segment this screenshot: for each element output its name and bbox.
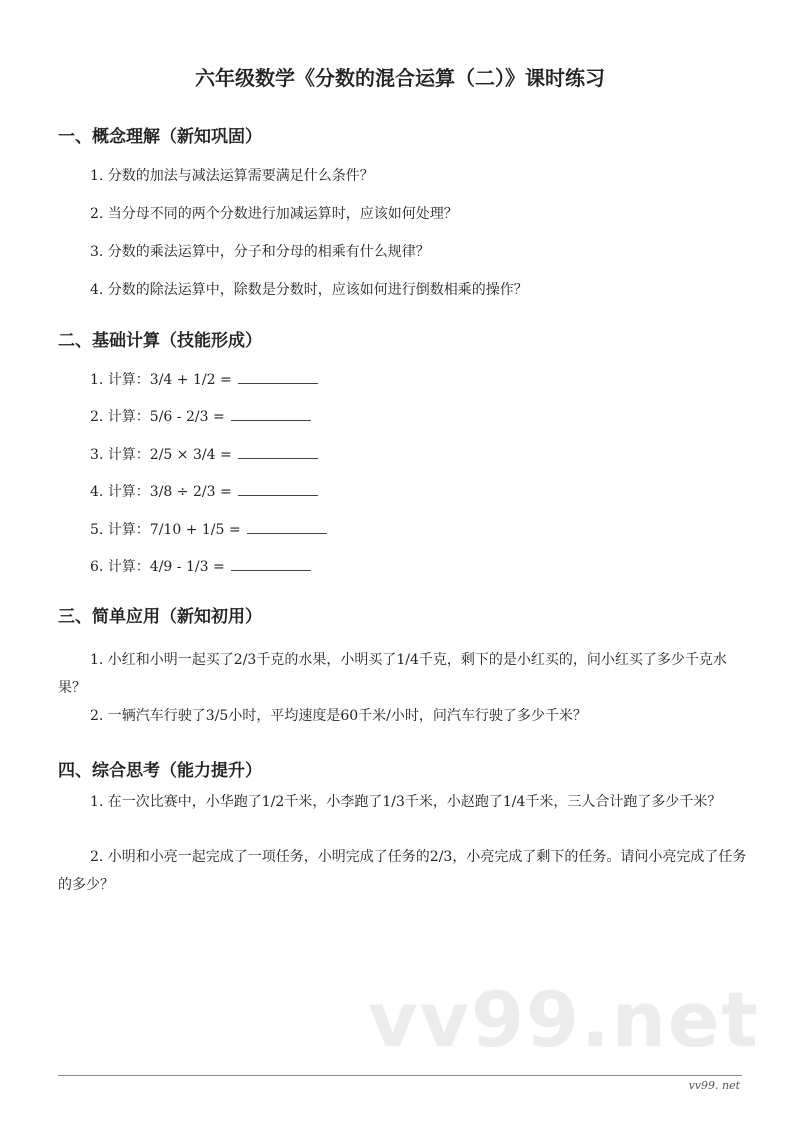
section-heading-3: 三、简单应用（新知初用） [58, 607, 262, 627]
question-text: 5. 计算：7/10 + 1/5 = [90, 522, 241, 538]
answer-blank[interactable] [247, 521, 327, 534]
calc-question [90, 369, 318, 389]
question-text: 4. 计算：3/8 ÷ 2/3 = [90, 484, 232, 500]
answer-blank[interactable] [238, 446, 318, 459]
section-heading-2: 二、基础计算（技能形成） [58, 331, 262, 351]
question-text: 6. 计算：4/9 - 1/3 = [90, 559, 225, 575]
calc-question [90, 444, 318, 464]
word-problem: 1. 在一次比赛中，小华跑了1/2千米，小李跑了1/3千米，小赵跑了1/4千米，三人合计跑了多少千米？ [90, 794, 722, 810]
calc-question [90, 556, 311, 576]
answer-blank[interactable] [238, 371, 318, 384]
question: 1. 分数的加法与减法运算需要满足什么条件？ [90, 168, 374, 184]
answer-blank[interactable] [238, 483, 318, 496]
question: 2. 当分母不同的两个分数进行加减运算时，应该如何处理？ [90, 206, 458, 222]
question: 3. 分数的乘法运算中，分子和分母的相乘有什么规律？ [90, 244, 430, 260]
section-heading-1: 一、概念理解（新知巩固） [58, 127, 262, 147]
footer-site: vv99. net [688, 1079, 740, 1092]
section-heading-4: 四、综合思考（能力提升） [58, 761, 262, 781]
footer-divider [58, 1075, 742, 1076]
word-problem: 2. 小明和小亮一起完成了一项任务，小明完成了任务的2/3，小亮完成了剩下的任务。请问小亮完成了任务的多少？ [58, 849, 747, 893]
calc-question [90, 481, 318, 501]
answer-blank[interactable] [231, 408, 311, 421]
calc-question [90, 406, 311, 426]
question-text: 3. 计算：2/5 × 3/4 = [90, 447, 232, 463]
calc-question [90, 519, 327, 539]
word-problem: 1. 小红和小明一起买了2/3千克的水果，小明买了1/4千克，剩下的是小红买的，问小红买了多少千克水果？ [58, 652, 727, 696]
word-problem: 2. 一辆汽车行驶了3/5小时，平均速度是60千米/小时，问汽车行驶了多少千米？ [90, 708, 587, 724]
answer-blank[interactable] [231, 558, 311, 571]
page-title: 六年级数学《分数的混合运算（二）》课时练习 [195, 66, 605, 90]
watermark: vv99.net [368, 975, 760, 1064]
question: 4. 分数的除法运算中，除数是分数时，应该如何进行倒数相乘的操作？ [90, 282, 528, 298]
question-text: 1. 计算：3/4 + 1/2 = [90, 372, 232, 388]
question-text: 2. 计算：5/6 - 2/3 = [90, 409, 225, 425]
